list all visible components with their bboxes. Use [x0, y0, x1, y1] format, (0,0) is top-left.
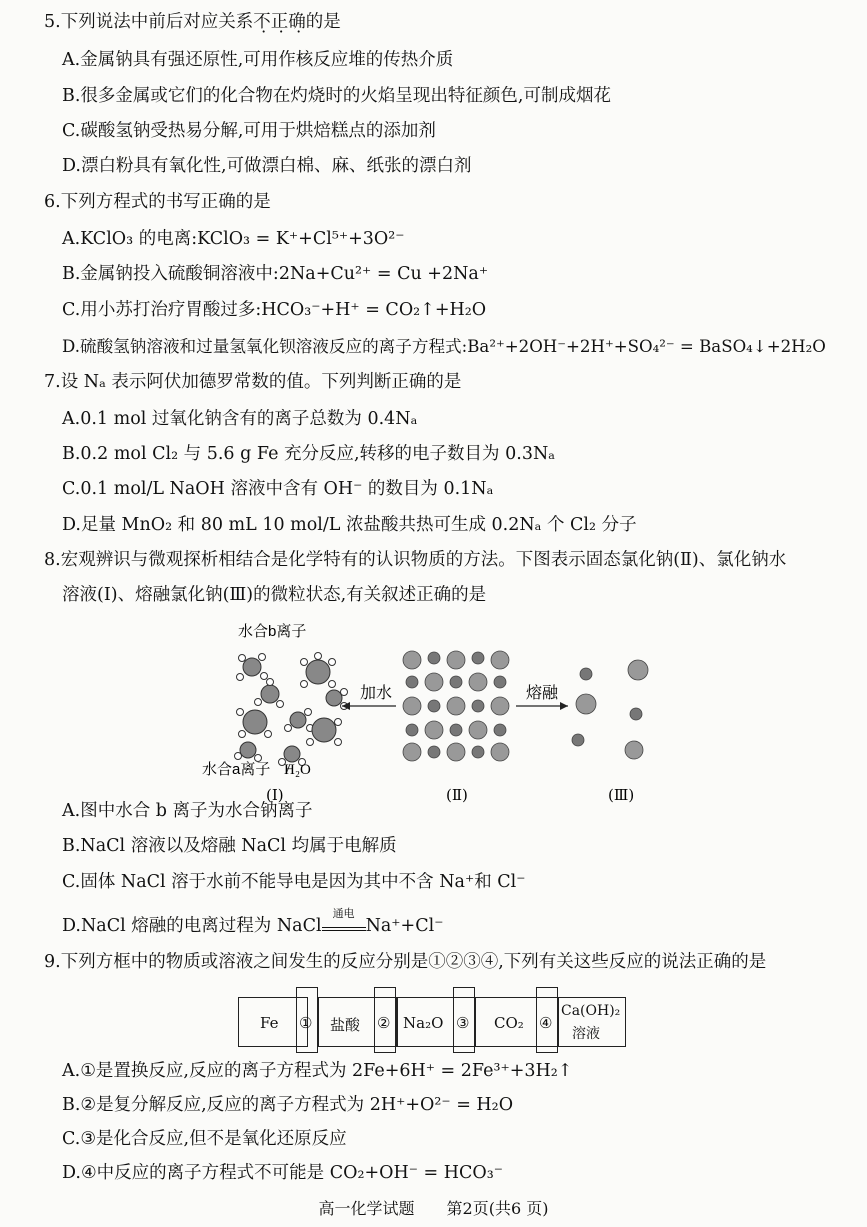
arrowhead-right-icon — [560, 702, 568, 710]
q9-option-a: A.①是置换反应,反应的离子方程式为 2Fe+6H⁺ = 2Fe³⁺+3H₂↑ — [62, 1061, 573, 1081]
q8-option-a: A.图中水合 b 离子为水合钠离子 — [62, 801, 313, 821]
q5-option-d: D.漂白粉具有氧化性,可做漂白棉、麻、纸张的漂白剂 — [62, 156, 472, 176]
label-reaction-3: ③ — [456, 1014, 470, 1032]
label-add-water: 加水 — [360, 685, 393, 702]
q5-option-a: A.金属钠具有强还原性,可用作核反应堆的传热介质 — [62, 50, 454, 70]
equals-sign — [322, 927, 366, 931]
q7-option-d: D.足量 MnO₂ 和 80 mL 10 mol/L 浓盐酸共热可生成 0.2Nₐ 个 Cl₂ 分子 — [62, 515, 637, 535]
q9-option-b: B.②是复分解反应,反应的离子方程式为 2H⁺+O²⁻ = H₂O — [62, 1095, 514, 1115]
label-reaction-4: ④ — [539, 1014, 553, 1032]
q5-option-c: C.碳酸氢钠受热易分解,可用于烘焙糕点的添加剂 — [62, 121, 436, 141]
q8-option-d: D.NaCl 熔融的电离过程为 NaCl 通电 Na⁺+Cl⁻ — [62, 907, 444, 936]
reaction-boxes-figure — [238, 987, 628, 1053]
q8-option-c: C.固体 NaCl 溶于水前不能导电是因为其中不含 Na⁺和 Cl⁻ — [62, 872, 526, 892]
q7-stem: 7.设 Nₐ 表示阿伏加德罗常数的值。下列判断正确的是 — [44, 372, 462, 392]
label-melt: 熔融 — [526, 685, 559, 702]
q8-stem-line2: 溶液(Ⅰ)、熔融氯化钠(Ⅲ)的微粒状态,有关叙述正确的是 — [62, 585, 487, 605]
q8-stem-line1: 8.宏观辨识与微观探析相结合是化学特有的认识物质的方法。下图表示固态氯化钠(Ⅱ)、氯化钠水 — [44, 550, 787, 570]
q5-stem: 5.下列说法中前后对应关系不正确的是 — [44, 12, 341, 32]
label-fe: Fe — [260, 1014, 279, 1032]
label-reaction-2: ② — [377, 1014, 391, 1032]
q9-option-d: D.④中反应的离子方程式不可能是 CO₂+OH⁻ = HCO₃⁻ — [62, 1163, 504, 1183]
label-water: H₂O — [284, 762, 311, 778]
q6-option-d: D.硫酸氢钠溶液和过量氢氧化钡溶液反应的离子方程式:Ba²⁺+2OH⁻+2H⁺+SO₄²⁻ = BaSO₄↓+2H₂O — [62, 337, 826, 356]
q6-option-c: C.用小苏打治疗胃酸过多:HCO₃⁻+H⁺ = CO₂↑+H₂O — [62, 300, 487, 320]
label-hydrated-a-ion: 水合a离子 — [202, 761, 271, 778]
reaction-condition: 通电 — [332, 907, 355, 920]
solution-ions-cluster — [235, 653, 348, 775]
nacl-particle-diagram — [200, 622, 840, 812]
q6-option-a: A.KClO₃ 的电离:KClO₃ = K⁺+Cl⁵⁺+3O²⁻ — [62, 229, 405, 249]
label-caoh2: Ca(OH)₂ — [561, 1003, 621, 1019]
caption-solid: (Ⅱ) — [446, 786, 468, 804]
label-solution: 溶液 — [572, 1026, 600, 1042]
molten-ions — [572, 660, 648, 759]
caption-molten: (Ⅲ) — [608, 786, 635, 804]
q7-option-a: A.0.1 mol 过氧化钠含有的离子总数为 0.4Nₐ — [62, 409, 418, 429]
nacl-particle-figure — [200, 622, 840, 812]
label-hydrated-b-ion: 水合b离子 — [238, 623, 307, 640]
q5-option-b: B.很多金属或它们的化合物在灼烧时的火焰呈现出特征颜色,可制成烟花 — [62, 86, 611, 106]
label-co2: CO₂ — [494, 1014, 524, 1032]
q9-stem: 9.下列方框中的物质或溶液之间发生的反应分别是①②③④,下列有关这些反应的说法正确的是 — [44, 952, 767, 972]
q6-stem: 6.下列方程式的书写正确的是 — [44, 192, 271, 212]
q7-option-b: B.0.2 mol Cl₂ 与 5.6 g Fe 充分反应,转移的电子数目为 0.3Nₐ — [62, 444, 556, 464]
page-footer: 高一化学试题 第2页(共6 页) — [318, 1199, 549, 1218]
q7-option-c: C.0.1 mol/L NaOH 溶液中含有 OH⁻ 的数目为 0.1Nₐ — [62, 479, 494, 499]
label-hcl: 盐酸 — [330, 1016, 361, 1034]
caption-solution: (Ⅰ) — [266, 786, 284, 804]
q9-option-c: C.③是化合反应,但不是氧化还原反应 — [62, 1129, 347, 1149]
solid-lattice — [403, 651, 509, 761]
label-na2o: Na₂O — [403, 1014, 444, 1032]
q8-option-b: B.NaCl 溶液以及熔融 NaCl 均属于电解质 — [62, 836, 397, 856]
q6-option-b: B.金属钠投入硫酸铜溶液中:2Na+Cu²⁺ = Cu +2Na⁺ — [62, 264, 489, 284]
label-reaction-1: ① — [299, 1014, 313, 1032]
